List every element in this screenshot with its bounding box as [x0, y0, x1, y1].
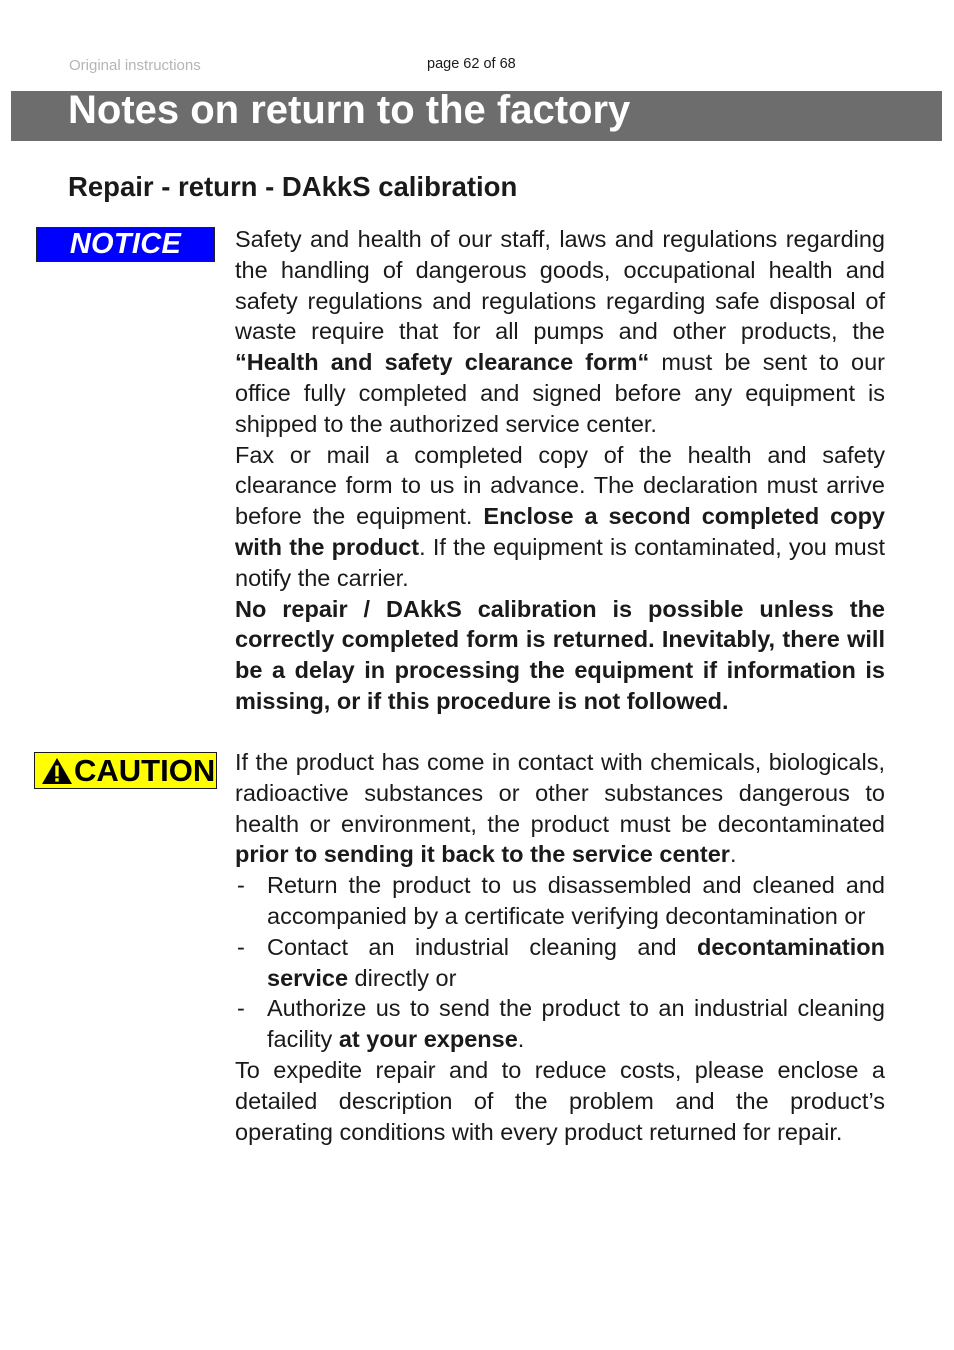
header-doc-label: Original instructions	[69, 57, 201, 74]
caution-label: CAUTION	[74, 752, 216, 788]
section-heading: Repair - return - DAkkS calibration	[68, 171, 518, 202]
caution-paragraph-1: If the product has come in contact with chemicals, biologicals, radioactive substances or other substances dangerous to health or environment, the product must be decontaminated prior to sending it back to the service center.	[235, 749, 885, 868]
page-indicator: page 62 of 68	[427, 56, 516, 72]
list-item: - Authorize us to send the product to an industrial cleaning facility at your expense.	[237, 995, 885, 1053]
notice-section	[235, 224, 885, 717]
page-title: Notes on return to the factory	[68, 88, 631, 132]
warning-icon	[41, 757, 73, 785]
caution-paragraph-last: To expedite repair and to reduce costs, please enclose a detailed description of the problem and the product’s operating conditions with every product returned for repair.	[235, 1056, 885, 1145]
list-item: - Contact an industrial cleaning and decontamination service directly or	[237, 933, 885, 991]
notice-paragraph-1: Safety and health of our staff, laws and regulations regarding the handling of dangerous goods, occupational health and safety regulations and regulations regarding safe disposal of waste require that for all pumps and other products, the “Health and safety clearance form“ must be sent to our office fully completed and signed before any equipment is shipped to the authorized service center.	[235, 226, 885, 437]
list-item: - Return the product to us disassembled and cleaned and accompanied by a certificate verifying decontamination or	[237, 872, 885, 929]
notice-paragraph-2: Fax or mail a completed copy of the health and safety clearance form to us in advance. The declaration must arrive before the equipment. Enclose a second completed copy with the product. If the equipment is contaminated, you must notify the carrier.	[235, 441, 886, 591]
notice-badge: NOTICE	[36, 227, 215, 262]
notice-paragraph-3: No repair / DAkkS calibration is possible unless the correctly completed form is returned. Inevitably, there will be a delay in processing the equipment if information is missing, or if this procedure is not followed.	[235, 595, 885, 714]
caution-badge	[34, 752, 217, 789]
caution-section	[235, 747, 885, 1147]
title-bar	[11, 88, 942, 141]
